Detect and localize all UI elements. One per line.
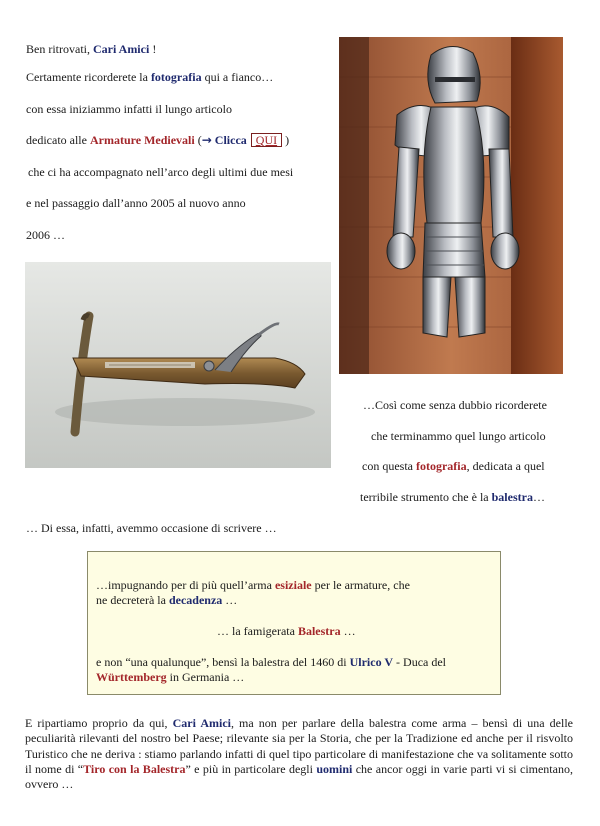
armature-medievali-highlight: Armature Medievali — [89, 133, 195, 147]
text: che ancor oggi in varie parti vi si cimentano, ovvero … — [25, 761, 573, 792]
ulrico-highlight: Ulrico V — [349, 655, 394, 669]
text: , dedicata a quel — [466, 459, 545, 473]
middle-line-2: che terminammo quel lungo articolo — [371, 429, 546, 443]
clicca-label: Clicca — [211, 133, 247, 147]
closing-paragraph — [25, 716, 573, 792]
armor-image — [339, 37, 563, 374]
balestra-highlight: balestra — [491, 490, 533, 504]
crossbow-photo — [25, 262, 331, 468]
text: qui a fianco… — [201, 70, 274, 84]
text: in Germania … — [166, 670, 245, 684]
quote-line-1 — [96, 578, 410, 592]
crossbow-image — [25, 262, 331, 468]
text: , ma non per parlare della balestra come arma – bensì di una delle peculiarità rilevanti del nostro bel Paese; rilevante sia per la Storia, che per la Tradizione ed anche per il risvolto Turistico che ne deriva : stiamo parlando infatti di quel tipo particolare di manifestazione che va solitamente sotto il nome di “ — [25, 716, 574, 776]
middle-line-1: …Così come senza dubbio ricorderete — [363, 398, 547, 412]
text: … la famigerata — [217, 624, 298, 638]
text: e non “una qualunque”, bensì la balestra del 1460 di — [96, 655, 350, 669]
fotografia-highlight: fotografia — [150, 70, 202, 84]
quote-line-3 — [217, 624, 356, 638]
quote-line-5 — [96, 670, 244, 684]
text: ! — [149, 42, 157, 56]
text: con questa — [362, 459, 416, 473]
tiro-balestra-highlight: Tiro con la Balestra — [83, 761, 186, 776]
intro-line-7: 2006 … — [26, 228, 65, 242]
intro-line-1 — [26, 42, 156, 56]
cari-amici-highlight: Cari Amici — [172, 716, 231, 730]
text: per le armature, che — [311, 578, 410, 592]
text: … — [532, 490, 545, 504]
armor-photo — [339, 37, 563, 374]
text: … — [340, 624, 356, 638]
cari-amici-highlight: Cari Amici — [92, 42, 150, 56]
intro-line-2 — [26, 70, 273, 84]
intro-line-6: e nel passaggio dall’anno 2005 al nuovo anno — [26, 196, 246, 210]
decadenza-highlight: decadenza — [168, 593, 223, 607]
text: - Duca del — [393, 655, 447, 669]
intro-line-5: che ci ha accompagnato nell’arco degli ultimi due mesi — [28, 165, 294, 179]
balestra-highlight: Balestra — [297, 624, 341, 638]
middle-line-4 — [360, 490, 545, 504]
text: …impugnando per di più quell’arma — [96, 578, 275, 592]
esiziale-highlight: esiziale — [274, 578, 312, 592]
text: E ripartiamo proprio da qui, — [25, 716, 173, 730]
text: ne decreterà la — [96, 593, 169, 607]
qui-link[interactable]: QUI — [251, 133, 282, 147]
text: ( — [194, 133, 202, 147]
middle-line-5: … Di essa, infatti, avemmo occasione di scrivere … — [26, 521, 277, 535]
intro-line-3: con essa iniziammo infatti il lungo articolo — [26, 102, 232, 116]
text: ) — [282, 133, 290, 147]
text: Ben ritrovati, — [26, 42, 93, 56]
fotografia-highlight: fotografia — [415, 459, 467, 473]
text: dedicato alle — [26, 133, 90, 147]
quote-line-2 — [96, 593, 237, 607]
uomini-highlight: uomini — [316, 761, 353, 776]
text: terribile strumento che è la — [360, 490, 492, 504]
arrow-right-icon: → — [201, 133, 212, 147]
text: Certamente ricorderete la — [26, 70, 151, 84]
text: ” e più in particolare degli — [185, 761, 317, 776]
wurttemberg-highlight: Württemberg — [96, 670, 167, 684]
intro-line-4 — [26, 133, 289, 147]
text: … — [222, 593, 238, 607]
quote-line-4 — [96, 655, 446, 669]
middle-line-3 — [362, 459, 545, 473]
